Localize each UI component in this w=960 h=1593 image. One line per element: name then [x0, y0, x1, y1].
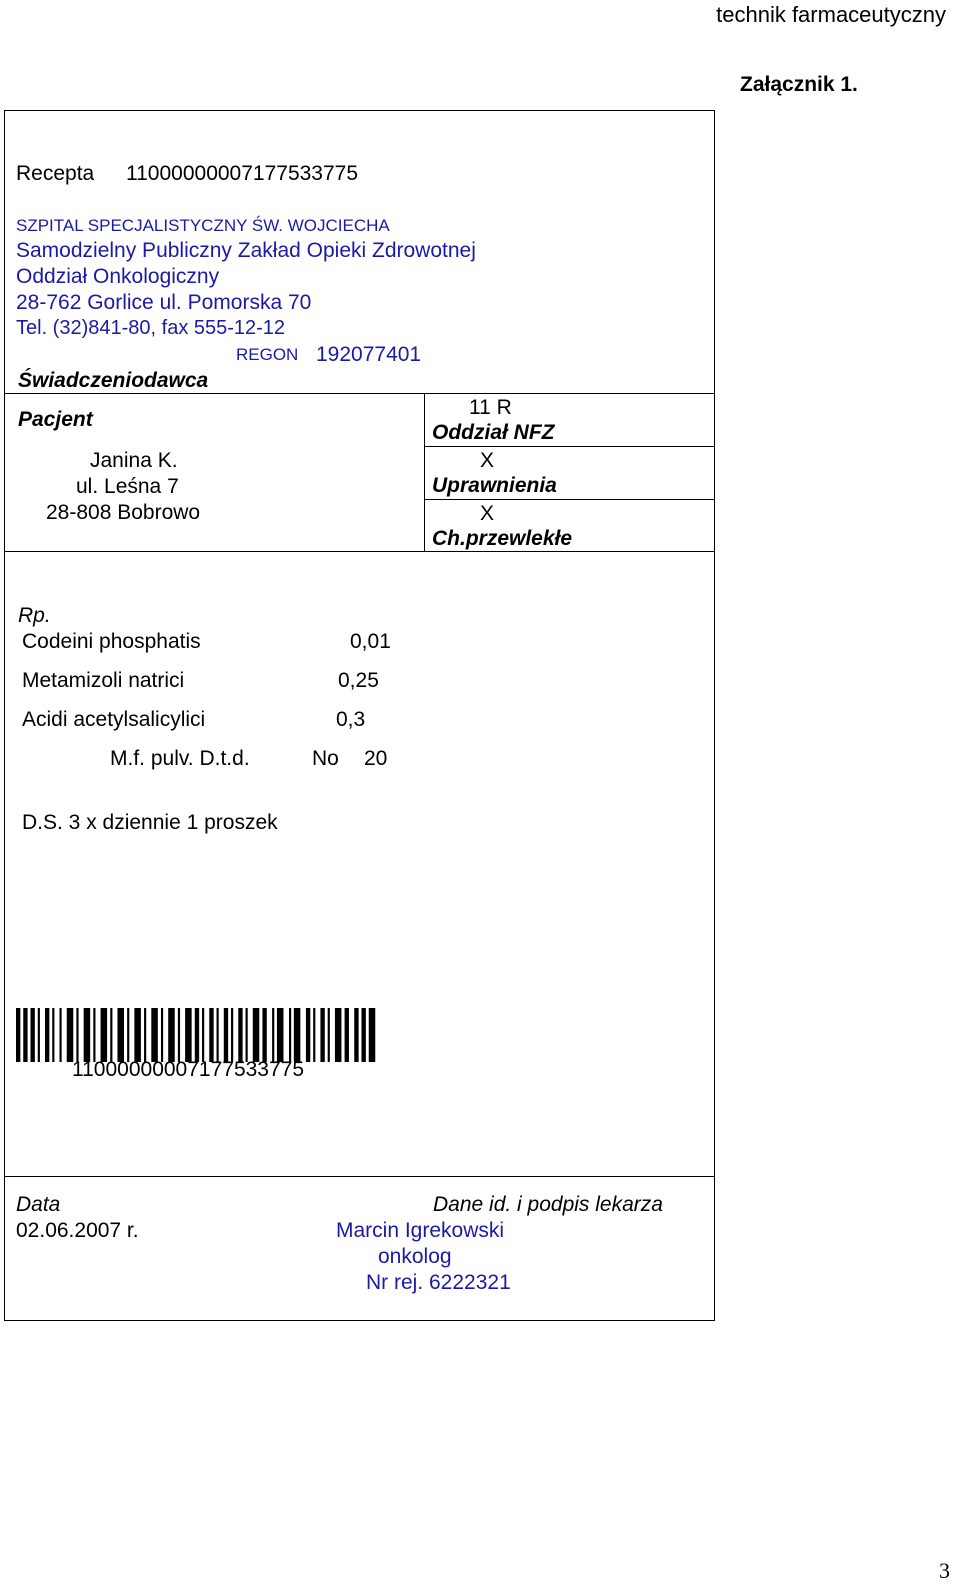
nfz-divider-1 [424, 446, 715, 447]
provider-section-label: Świadczeniodawca [18, 369, 209, 392]
barcode-bar [231, 1008, 233, 1062]
nfz-branch-label: Oddział NFZ [432, 421, 555, 444]
barcode-bar [362, 1008, 366, 1062]
barcode-bar [101, 1008, 108, 1062]
barcode-bar [246, 1008, 248, 1062]
barcode-bar [369, 1008, 376, 1062]
barcode-bar [294, 1008, 301, 1062]
barcode-bar [289, 1008, 291, 1062]
dosage-text: D.S. 3 x dziennie 1 proszek [22, 811, 278, 834]
barcode-bar [151, 1008, 158, 1062]
nfz-branch-value: 11 R [469, 396, 512, 419]
rp-label: Rp. [18, 604, 51, 627]
barcode-bar [31, 1008, 35, 1062]
barcode-bar [110, 1008, 112, 1062]
quantity-value: 20 [364, 747, 388, 770]
barcode-bar [185, 1008, 192, 1062]
attachment-label: Załącznik 1. [740, 73, 858, 96]
barcode-bar [134, 1008, 141, 1062]
patient-section-label: Pacjent [18, 408, 93, 431]
barcode-bar [354, 1008, 358, 1062]
date-value: 02.06.2007 r. [16, 1219, 139, 1242]
barcode-bar [161, 1008, 163, 1062]
barcode [16, 1008, 376, 1062]
nfz-chronic-label: Ch.przewlekłe [432, 527, 573, 550]
nfz-rights-value: X [480, 449, 495, 472]
barcode-bar [328, 1008, 330, 1062]
barcode-bar [202, 1008, 204, 1062]
barcode-bar [345, 1008, 349, 1062]
barcode-bar [93, 1008, 95, 1062]
recipe-label: Recepta [16, 162, 95, 185]
barcode-bar [262, 1008, 266, 1062]
page-number: 3 [939, 1558, 950, 1583]
barcode-bar [277, 1008, 284, 1062]
barcode-bar [217, 1008, 219, 1062]
barcode-bar [313, 1008, 315, 1062]
barcode-bar [253, 1008, 260, 1062]
doctor-label: Dane id. i podpis lekarza [433, 1193, 663, 1216]
barcode-bar [67, 1008, 74, 1062]
doctor-registration: Nr rej. 6222321 [366, 1271, 511, 1294]
barcode-bar [272, 1008, 274, 1062]
barcode-bar [178, 1008, 180, 1062]
ingredient-amount: 0,25 [338, 669, 379, 692]
barcode-bar [195, 1008, 199, 1062]
barcode-bar [238, 1008, 242, 1062]
barcode-bar [306, 1008, 310, 1062]
barcode-bar [127, 1008, 129, 1062]
ingredient-amount: 0,01 [350, 630, 391, 653]
barcode-bar [335, 1008, 342, 1062]
provider-name: SZPITAL SPECJALISTYCZNY ŚW. WOJCIECHA [16, 216, 390, 235]
date-label: Data [16, 1193, 61, 1216]
barcode-bar [76, 1008, 78, 1062]
provider-phone: Tel. (32)841-80, fax 555-12-12 [16, 317, 286, 339]
barcode-bar [84, 1008, 91, 1062]
quantity-label: No [312, 747, 339, 770]
nfz-rights-label: Uprawnienia [432, 474, 557, 497]
provider-department: Oddział Onkologiczny [16, 265, 220, 288]
barcode-bar [209, 1008, 213, 1062]
ingredient-name: Metamizoli natrici [22, 669, 185, 692]
barcode-bar [59, 1008, 61, 1062]
recipe-number: 11000000007177533775 [126, 162, 359, 185]
doctor-name: Marcin Igrekowski [336, 1219, 505, 1242]
provider-address: 28-762 Gorlice ul. Pomorska 70 [16, 291, 312, 314]
barcode-bar [52, 1008, 54, 1062]
ingredient-amount: 0,3 [336, 708, 366, 731]
patient-city: 28-808 Bobrowo [46, 501, 201, 524]
preparation-instruction: M.f. pulv. D.t.d. [110, 747, 250, 770]
provider-type: Samodzielny Publiczny Zakład Opieki Zdrowotnej [16, 239, 476, 262]
barcode-bar [45, 1008, 49, 1062]
barcode-bar [38, 1008, 40, 1062]
regon-value: 192077401 [316, 343, 422, 366]
barcode-bar [224, 1008, 228, 1062]
barcode-bar [16, 1008, 20, 1062]
barcode-bar [117, 1008, 124, 1062]
ingredient-name: Acidi acetylsalicylici [22, 708, 206, 731]
patient-street: ul. Leśna 7 [76, 475, 179, 498]
ingredient-name: Codeini phosphatis [22, 630, 201, 653]
patient-name: Janina K. [90, 449, 178, 472]
regon-label: REGON [236, 345, 299, 364]
barcode-bar [168, 1008, 175, 1062]
doctor-specialty: onkolog [378, 1245, 452, 1268]
footer-divider [4, 1176, 715, 1177]
subject-header: technik farmaceutyczny [716, 2, 946, 27]
barcode-bar [23, 1008, 27, 1062]
nfz-column-divider [424, 393, 425, 551]
barcode-bar [320, 1008, 324, 1062]
nfz-divider-2 [424, 499, 715, 500]
nfz-chronic-value: X [480, 502, 495, 525]
barcode-bar [144, 1008, 146, 1062]
barcode-number: 11000000007177533775 [72, 1058, 305, 1081]
patient-divider [4, 551, 715, 552]
provider-divider [4, 393, 715, 394]
